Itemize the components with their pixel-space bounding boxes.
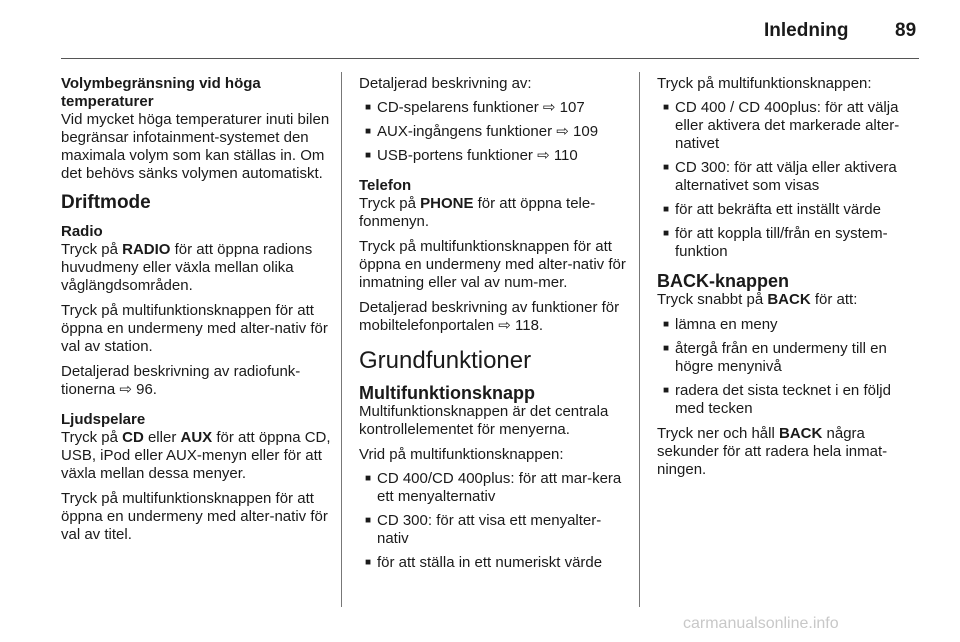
text-run: några sekunder för att radera hela inmat-ningen. xyxy=(657,425,888,478)
subheading-telefon: Telefon xyxy=(359,177,412,194)
list-item: ■ för att koppla till/från en system-funktion xyxy=(657,225,922,261)
key-label-phone: PHONE xyxy=(420,195,474,212)
text-run: för att: xyxy=(810,291,858,308)
list-item: ■ för att bekräfta ett inställt värde xyxy=(657,201,922,219)
list-item: ■ CD 300: för att välja eller aktivera alternativet som visas xyxy=(657,159,922,195)
key-label-cd: CD xyxy=(122,429,144,446)
column-2 xyxy=(359,75,629,579)
key-label-back: BACK xyxy=(767,291,811,308)
list-tryck xyxy=(657,99,922,261)
paragraph-detail-intro: Detaljerad beskrivning av: xyxy=(359,75,532,92)
paragraph-back-2 xyxy=(657,425,922,479)
list-item: ■ återgå från en undermeny till en högre menynivå xyxy=(657,340,922,376)
subheading-ljudspelare: Ljudspelare xyxy=(61,411,146,428)
list-item: ■ radera det sista tecknet i en följd med tecken xyxy=(657,382,922,418)
text-run: Tryck på xyxy=(359,195,421,212)
column-3 xyxy=(657,75,922,486)
paragraph-radio-1 xyxy=(61,241,331,295)
heading-grundfunktioner: Grundfunktioner xyxy=(359,347,532,374)
list-back xyxy=(657,316,922,418)
column-divider-1 xyxy=(341,72,342,607)
subheading-volume-limit: Volymbegränsning vid höga temperaturer xyxy=(61,75,261,110)
list-item: ■ AUX-ingångens funktioner ⇨ 109 xyxy=(359,123,629,141)
heading-driftmode: Driftmode xyxy=(61,192,151,213)
paragraph-tryck-intro: Tryck på multifunktionsknappen: xyxy=(657,75,872,92)
paragraph-telefon-1 xyxy=(359,195,629,231)
header-rule xyxy=(61,58,919,59)
paragraph-volume-limit: Vid mycket höga temperaturer inuti bilen begränsar infotainment-systemet den maximala volym som kan ställas in. Om det behövs sänks volymen automatiskt. xyxy=(61,111,330,182)
subheading-radio: Radio xyxy=(61,223,103,240)
list-item: ■ CD 400/CD 400plus: för att mar-kera ett menyalternativ xyxy=(359,470,629,506)
list-item: ■ lämna en meny xyxy=(657,316,922,334)
text-run: Tryck ner och håll xyxy=(657,425,779,442)
column-divider-2 xyxy=(639,72,640,607)
list-item: ■ för att ställa in ett numeriskt värde xyxy=(359,554,629,572)
list-detail xyxy=(359,99,629,165)
paragraph-vrid-intro: Vrid på multifunktionsknappen: xyxy=(359,446,564,463)
paragraph-back-1 xyxy=(657,291,922,309)
list-item: ■ CD 400 / CD 400plus: för att välja eller aktivera det markerade alter-nativet xyxy=(657,99,922,153)
key-label-aux: AUX xyxy=(180,429,213,446)
page-header xyxy=(0,0,960,60)
paragraph-telefon-2: Tryck på multifunktionsknappen för att öppna en undermeny med alter-nativ för inmatning eller val av num-mer. xyxy=(359,238,626,291)
text-run: för att öppna CD, USB, iPod eller AUX-menyn eller för att växla mellan dessa menyer. xyxy=(61,429,331,482)
text-run: för att öppna tele-fonmenyn. xyxy=(359,195,596,230)
paragraph-radio-2: Tryck på multifunktionsknappen för att öppna en undermeny med alter-nativ för val av station. xyxy=(61,302,328,355)
paragraph-ljud-2: Tryck på multifunktionsknappen för att öppna en undermeny med alter-nativ för val av titel. xyxy=(61,490,328,543)
list-item: ■ CD-spelarens funktioner ⇨ 107 xyxy=(359,99,629,117)
text-run: Tryck på xyxy=(61,241,123,258)
text-run: Tryck snabbt på xyxy=(657,291,768,308)
subheading-multifunktionsknapp: Multifunktionsknapp xyxy=(359,383,535,403)
list-vrid xyxy=(359,470,629,572)
text-run: Tryck på xyxy=(61,429,123,446)
list-item: ■ CD 300: för att visa ett menyalter-nativ xyxy=(359,512,629,548)
column-1 xyxy=(61,75,331,551)
section-title: Inledning xyxy=(764,20,849,41)
text-run: eller xyxy=(143,429,181,446)
watermark-text: carmanualsonline.info xyxy=(683,615,839,632)
subheading-back-knappen: BACK-knappen xyxy=(657,271,790,291)
paragraph-radio-3: Detaljerad beskrivning av radiofunk-tionerna ⇨ 96. xyxy=(61,363,301,398)
key-label-radio: RADIO xyxy=(122,241,171,258)
paragraph-multi-1: Multifunktionsknappen är det centrala kontrollelementet för menyerna. xyxy=(359,403,609,438)
paragraph-telefon-3: Detaljerad beskrivning av funktioner för mobiltelefonportalen ⇨ 118. xyxy=(359,299,620,334)
page-number: 89 xyxy=(895,20,917,41)
key-label-back: BACK xyxy=(779,425,823,442)
text-run: för att öppna radions huvudmeny eller växla mellan olika våglängdsområden. xyxy=(61,241,313,294)
paragraph-ljud-1 xyxy=(61,429,331,483)
list-item: ■ USB-portens funktioner ⇨ 110 xyxy=(359,147,629,165)
